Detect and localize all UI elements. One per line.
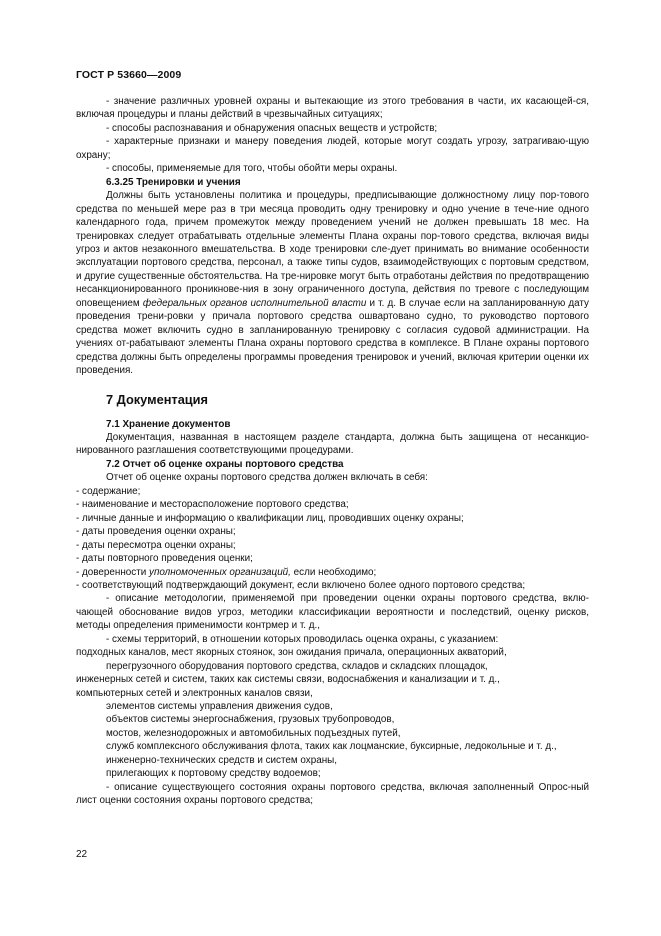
list-item-authorizations [76, 566, 589, 579]
list-item-territory-schemes: - схемы территорий, в отношении которых проводилась оценка охраны, с указанием: [106, 633, 499, 645]
section-7-title: 7 Документация [106, 391, 209, 407]
subsection-7-2-title: 7.2 Отчет об оценке охраны портового средства [106, 458, 344, 470]
scheme-item-10: прилегающих к портовому средству водоемов; [106, 768, 321, 780]
list-item-repeat-dates: - даты повторного проведения оценки; [76, 553, 253, 565]
scheme-item-1: подходных каналов, мест якорных стоянок, зон ожидания причала, операционных акваторий, [76, 647, 507, 659]
scheme-item-9: инженерно-технических средств и систем охраны, [106, 754, 338, 766]
list-item-personal-data: - личные данные и информацию о квалификации лиц, проводивших оценку охраны; [76, 512, 464, 524]
subsection-6-3-25-body [76, 189, 589, 377]
list-item-assessment-dates: - даты проведения оценки охраны; [76, 526, 236, 538]
auth-text-part-2: если необходимо; [290, 566, 377, 578]
document-header: ГОСТ Р 53660—2009 [76, 69, 182, 81]
scheme-item-6: объектов системы энергоснабжения, грузовых трубопроводов, [106, 714, 395, 726]
subsection-7-1-body: Документация, названная в настоящем разделе стандарта, должна быть защищена от несанкцио-нированного разглашения соответствующими процедурами. [76, 431, 589, 457]
scheme-item-2: перегрузочного оборудования портового средства, складов и складских площадок, [106, 660, 488, 672]
page-body [76, 95, 589, 808]
subsection-7-2-lead: Отчет об оценке охраны портового средства должен включать в себя: [106, 472, 428, 484]
scheme-item-7: мостов, железнодорожных и автомобильных подъездных путей, [106, 727, 401, 739]
scheme-item-3: инженерных сетей и систем, таких как системы связи, водоснабжения и канализации и т. д., [76, 674, 500, 686]
auth-text-part-1: - доверенности [76, 566, 150, 578]
page-number: 22 [76, 849, 88, 860]
body-text-emphasis: федеральных органов исполнительной власти [142, 297, 367, 309]
subsection-7-1-title: 7.1 Хранение документов [106, 418, 231, 430]
intro-item-4: - способы, применяемые для того, чтобы обойти меры охраны. [106, 163, 398, 175]
scheme-item-8: служб комплексного обслуживания флота, таких как лоцманские, буксирные, ледокольные и т. д., [106, 741, 557, 753]
scheme-item-4: компьютерных сетей и электронных каналов связи, [76, 687, 313, 699]
scheme-item-5: элементов системы управления движения судов, [106, 701, 333, 713]
list-item-supporting-document: - соответствующий подтверждающий документ, если включено более одного портового средства; [76, 579, 526, 591]
intro-item-3: - характерные признаки и манеру поведения людей, которые могут создать угрозу, затрагиваю-щую охрану; [76, 136, 589, 161]
auth-text-emphasis: уполномоченных организаций, [149, 566, 291, 578]
body-text-part-2: и т. д. В случае если на запланированную дату проведения трени-ровки у причала портового средства ошвартовано судно, то руководство портового средства может включить судно в запланированную тренировку с согласия судовой администрации. На учениях от-рабатывают элементы Плана охраны портового средства в комплексе. В Плане охраны портового средства должны быть определены программы проведения тренировок и учений, включая критерии оценки их проведения. [76, 297, 589, 377]
body-text-part-1: Должны быть установлены политика и процедуры, предписывающие должностному лицу пор-тового средства по меньшей мере раз в три месяца проводить одну тренировку и одно учение в тече-ние одного календарного года, причем промежуток между проведением учений не должен превышать 18 мес. На тренировках следует отрабатывать отдельные элементы Плана охраны пор-тового средства, включая виды угроз и актов незаконного вмешательства. В ходе тренировки сле-дует принимать во внимание особенности эксплуатации портового средства, персонал, а также типы судов, взаимодействующих с портовым средством, и другие существенные обстоятельства. На тре-нировке могут быть отработаны действия по предотвращению несанкционированного проникнове-ния в зону ограниченного доступа, действия по тревоге с последующим оповещением [76, 190, 589, 309]
list-item-contents: - содержание; [76, 485, 141, 497]
list-item-current-state: - описание существующего состояния охраны портового средства, включая заполненный Опрос-ный лист оценки состояния охраны портового средства; [76, 781, 589, 807]
list-item-review-dates: - даты пересмотра оценки охраны; [76, 539, 236, 551]
intro-item-1: - значение различных уровней охраны и вытекающие из этого требования в части, их касающей-ся, включая процедуры и планы действий в чрезвычайных ситуациях; [76, 96, 589, 121]
subsection-6-3-25-title: 6.3.25 Тренировки и учения [106, 176, 241, 188]
list-item-methodology: - описание методологии, применяемой при проведении оценки охраны портового средства, вклю-чающей обоснование видов угроз, методики классификации вероятности и последствий, оценку рисков, методы определения применимости контрмер и т. д., [76, 593, 589, 632]
list-item-name-location: - наименование и месторасположение портового средства; [76, 499, 349, 511]
intro-item-2: - способы распознавания и обнаружения опасных веществ и устройств; [106, 122, 438, 134]
